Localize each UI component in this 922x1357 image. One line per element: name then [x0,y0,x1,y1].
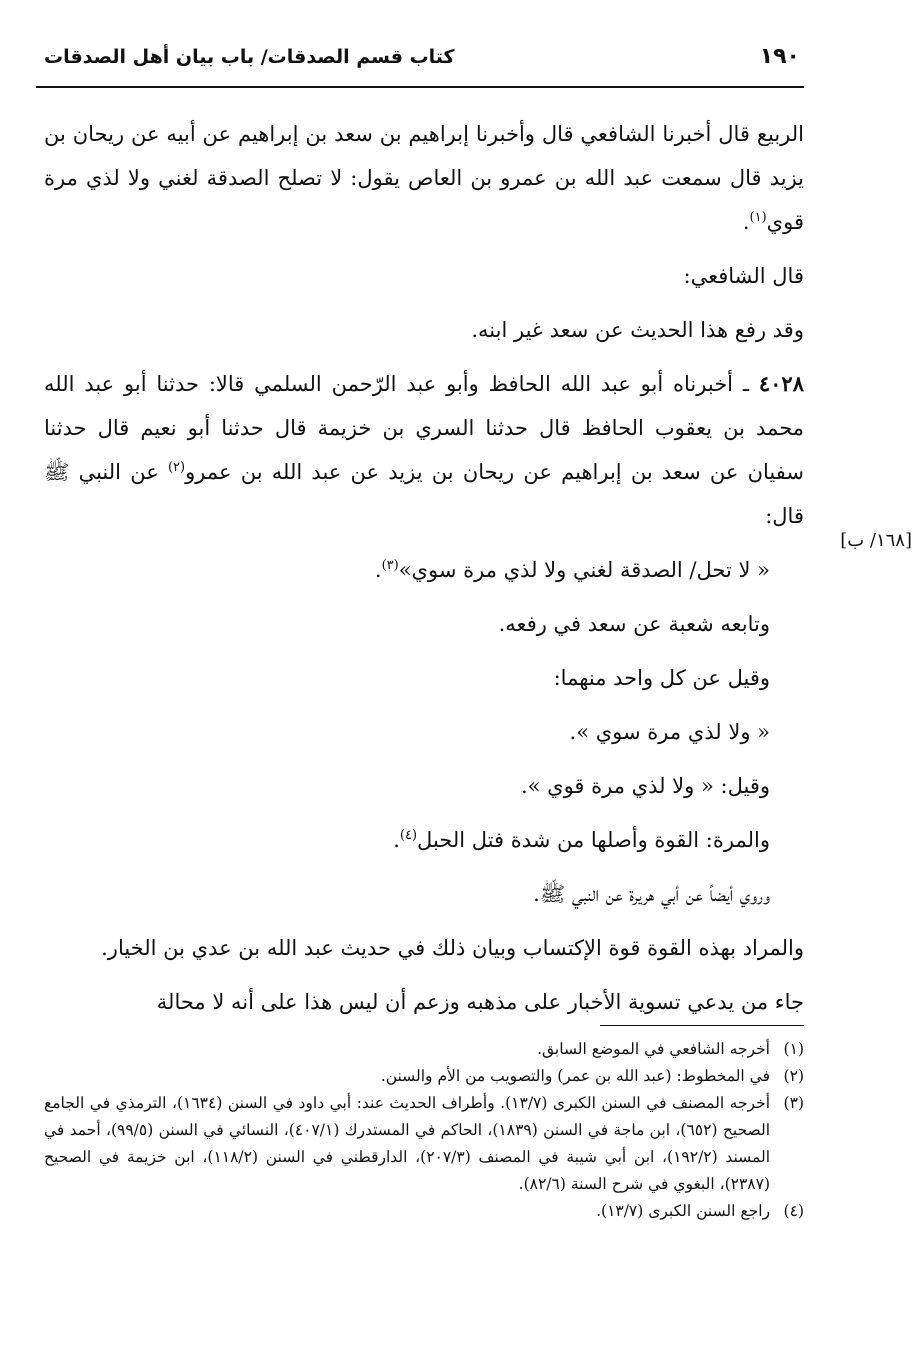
page-header [36,42,804,88]
running-title: كتاب قسم الصدقات/ باب بيان أهل الصدقات [44,46,455,68]
paragraph-text: والمرة: القوة وأصلها من شدة فتل الحبل [417,828,770,852]
paragraph-end: . [393,828,400,852]
footnote-ref[interactable]: (١) [749,210,767,225]
paragraph-end: . [742,210,750,234]
manuscript-folio-note: [١٦٨/ ب] [840,530,912,551]
hadith-quote [44,548,804,592]
hadith-4028 [44,362,804,538]
footnote [44,1036,804,1063]
paragraph-10 [44,818,804,862]
paragraph-8: « ولا لذي مرة سوي ». [569,720,770,744]
paragraph-13: جاء من يدعي تسوية الأخبار على مذهبه وزعم أن ليس هذا على أنه لا محالة [156,990,804,1014]
quote-end: . [374,558,382,582]
hadith-number: ٤٠٢٨ [758,371,804,396]
hadith-text-end: عن النبي ﷺ قال: [44,460,804,528]
footnote-ref[interactable]: (٢) [167,460,186,475]
footnote [44,1063,804,1090]
footnote-number: (١) [783,1040,804,1058]
paragraph-1 [44,112,804,244]
paragraph-7: وقيل عن كل واحد منهما: [553,666,770,690]
hadith-text: ـ أخبرناه أبو عبد الله الحافظ وأبو عبد الرّحمن السلمي قالا: حدثنا أبو عبد الله محمد بن يعقوب الحافظ قال حدثنا السري بن خزيمة قال حدثنا أبو نعيم قال حدثنا سفيان عن سعد بن إبراهيم عن ريحان بن يزيد عن عبد الله بن عمرو [44,372,804,484]
footnote-text: أخرجه المصنف في السنن الكبرى (١٣/٧). وأطراف الحديث عند: أبي داود في السنن (١٦٣٤)، الترمذي في الجامع الصحيح (٦٥٢)، ابن ماجة في السنن (١٨٣٩)، الحاكم في المستدرك (٤٠٧/١)، النسائي في السنن (٩٩/٥)، أحمد في المسند (١٩٢/٢)، ابن أبي شيبة في المصنف (٢٠٧/٣)، الدارقطني في السنن (١١٨/٢)، ابن خزيمة في الصحيح (٢٣٨٧)، البغوي في شرح السنة (٨٢/٦). [44,1094,771,1193]
footnote-text: راجع السنن الكبرى (١٣/٧). [596,1202,770,1220]
footnote-ref[interactable]: (٣) [381,558,399,573]
footnote [44,1090,804,1198]
paragraph-3: وقد رفع هذا الحديث عن سعد غير ابنه. [471,318,804,342]
paragraph-text: الربيع قال أخبرنا الشافعي قال وأخبرنا إبراهيم بن سعد بن إبراهيم عن أبيه عن ريحان بن يزيد قال سمعت عبد الله بن عمرو بن العاص يقول: لا تصلح الصدقة لغني ولا لذي مرة قوي [44,122,804,234]
quote-text: « لا تحل/ الصدقة لغني ولا لذي مرة سوي» [398,558,770,582]
paragraph-11: وروي أيضاً عن أبي هريرة عن النبي ﷺ. [533,882,770,906]
footnotes [44,1036,804,1225]
footnote-number: (٢) [783,1067,804,1085]
footnote [44,1198,804,1225]
footnote-text: في المخطوط: (عبد الله بن عمر) والتصويب من الأم والسنن. [380,1067,770,1085]
footnote-ref[interactable]: (٤) [399,828,418,843]
footnote-number: (٤) [783,1202,804,1220]
paragraph-6: وتابعه شعبة عن سعد في رفعه. [498,612,770,636]
main-text [44,112,804,1034]
page-number: ١٩٠ [759,44,800,69]
footnote-text: أخرجه الشافعي في الموضع السابق. [537,1040,770,1058]
paragraph-12: والمراد بهذه القوة قوة الإكتساب وبيان ذلك في حديث عبد الله بن عدي بن الخيار. [101,936,804,960]
footnote-divider [600,1025,804,1026]
paragraph-9: وقيل: « ولا لذي مرة قوي ». [520,774,770,798]
paragraph-2: قال الشافعي: [683,264,804,288]
footnote-number: (٣) [783,1094,804,1112]
